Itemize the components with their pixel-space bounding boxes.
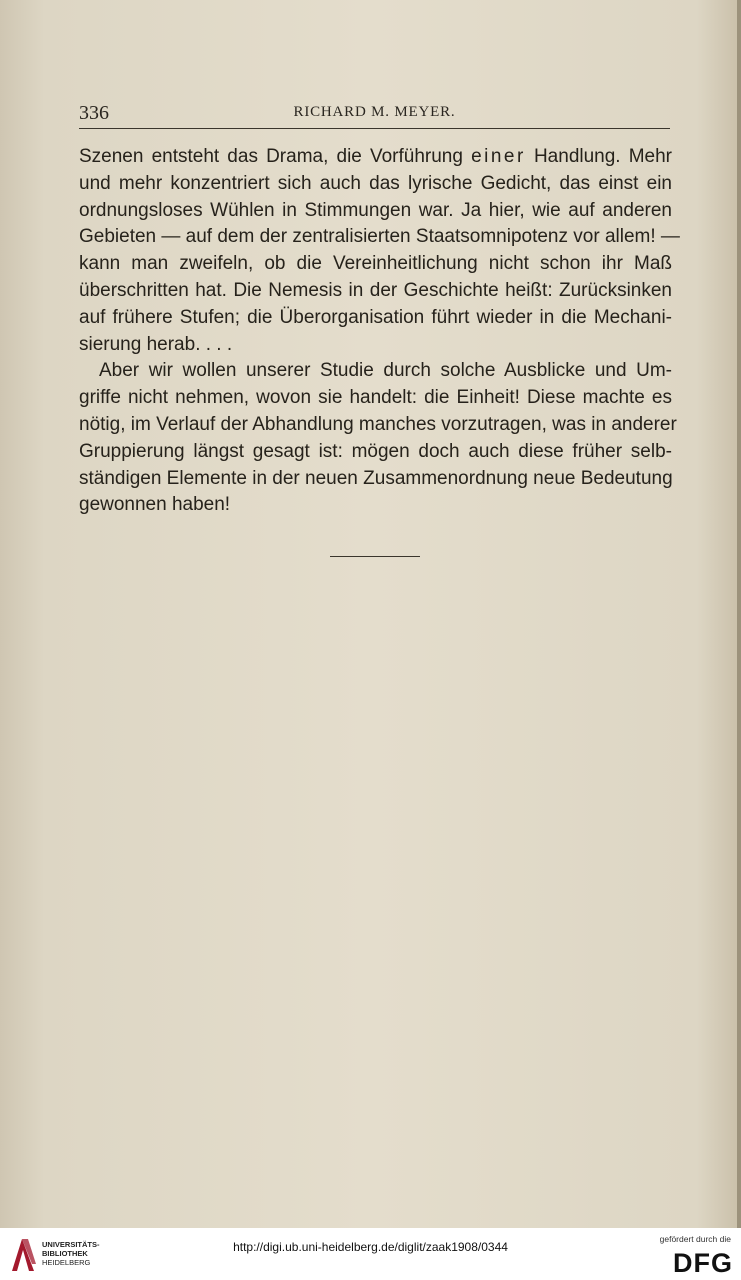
text-line: überschritten hat. Die Nemesis in der Geschichte heißt: Zurücksinken	[79, 279, 672, 301]
text-line: ständigen Elemente in der neuen Zusammenordnung neue Bedeutung	[79, 467, 673, 489]
funder-note: gefördert durch die	[659, 1234, 731, 1244]
text-line: nötig, im Verlauf der Abhandlung manches vorzutragen, was in anderer	[79, 413, 677, 435]
text-line: griffe nicht nehmen, wovon sie handelt: die Einheit! Diese machte es	[79, 387, 672, 409]
running-head: RICHARD M. MEYER.	[293, 104, 456, 120]
page-header	[79, 100, 670, 129]
emphasized-word: einer	[471, 146, 526, 167]
body-text	[79, 144, 680, 519]
permalink[interactable]: http://digi.ub.uni-heidelberg.de/diglit/zaak1908/0344	[233, 1240, 508, 1254]
text-line: sierung herab. . . .	[79, 333, 233, 355]
library-name: UNIVERSITÄTS- BIBLIOTHEK HEIDELBERG	[42, 1240, 100, 1267]
viewer-footer	[0, 1228, 741, 1280]
text-line: Gruppierung längst gesagt ist: mögen doch auch diese früher selb-	[79, 440, 672, 462]
text-line: kann man zweifeln, ob die Vereinheitlichung nicht schon ihr Maß	[79, 253, 672, 275]
text-line: gewonnen haben!	[79, 494, 231, 516]
text-line: auf frühere Stufen; die Überorganisation führt wieder in die Mechani-	[79, 306, 672, 328]
text-line: Gebieten — auf dem der zentralisierten Staatsomnipotenz vor allem! —	[79, 226, 680, 248]
text-line: ordnungsloses Wühlen in Stimmungen war. Ja hier, wie auf anderen	[79, 199, 672, 221]
dfg-logo: DFG	[673, 1248, 733, 1278]
section-divider	[330, 556, 420, 557]
text-line: Aber wir wollen unserer Studie durch solche Ausblicke und Um-	[99, 360, 672, 382]
text-line: und mehr konzentriert sich auch das lyrische Gedicht, das einst ein	[79, 172, 672, 194]
page-edge-shadow	[737, 0, 741, 1228]
text-line: Szenen entsteht das Drama, die Vorführung einer Handlung. Mehr	[79, 146, 673, 167]
page-number: 336	[79, 102, 109, 124]
